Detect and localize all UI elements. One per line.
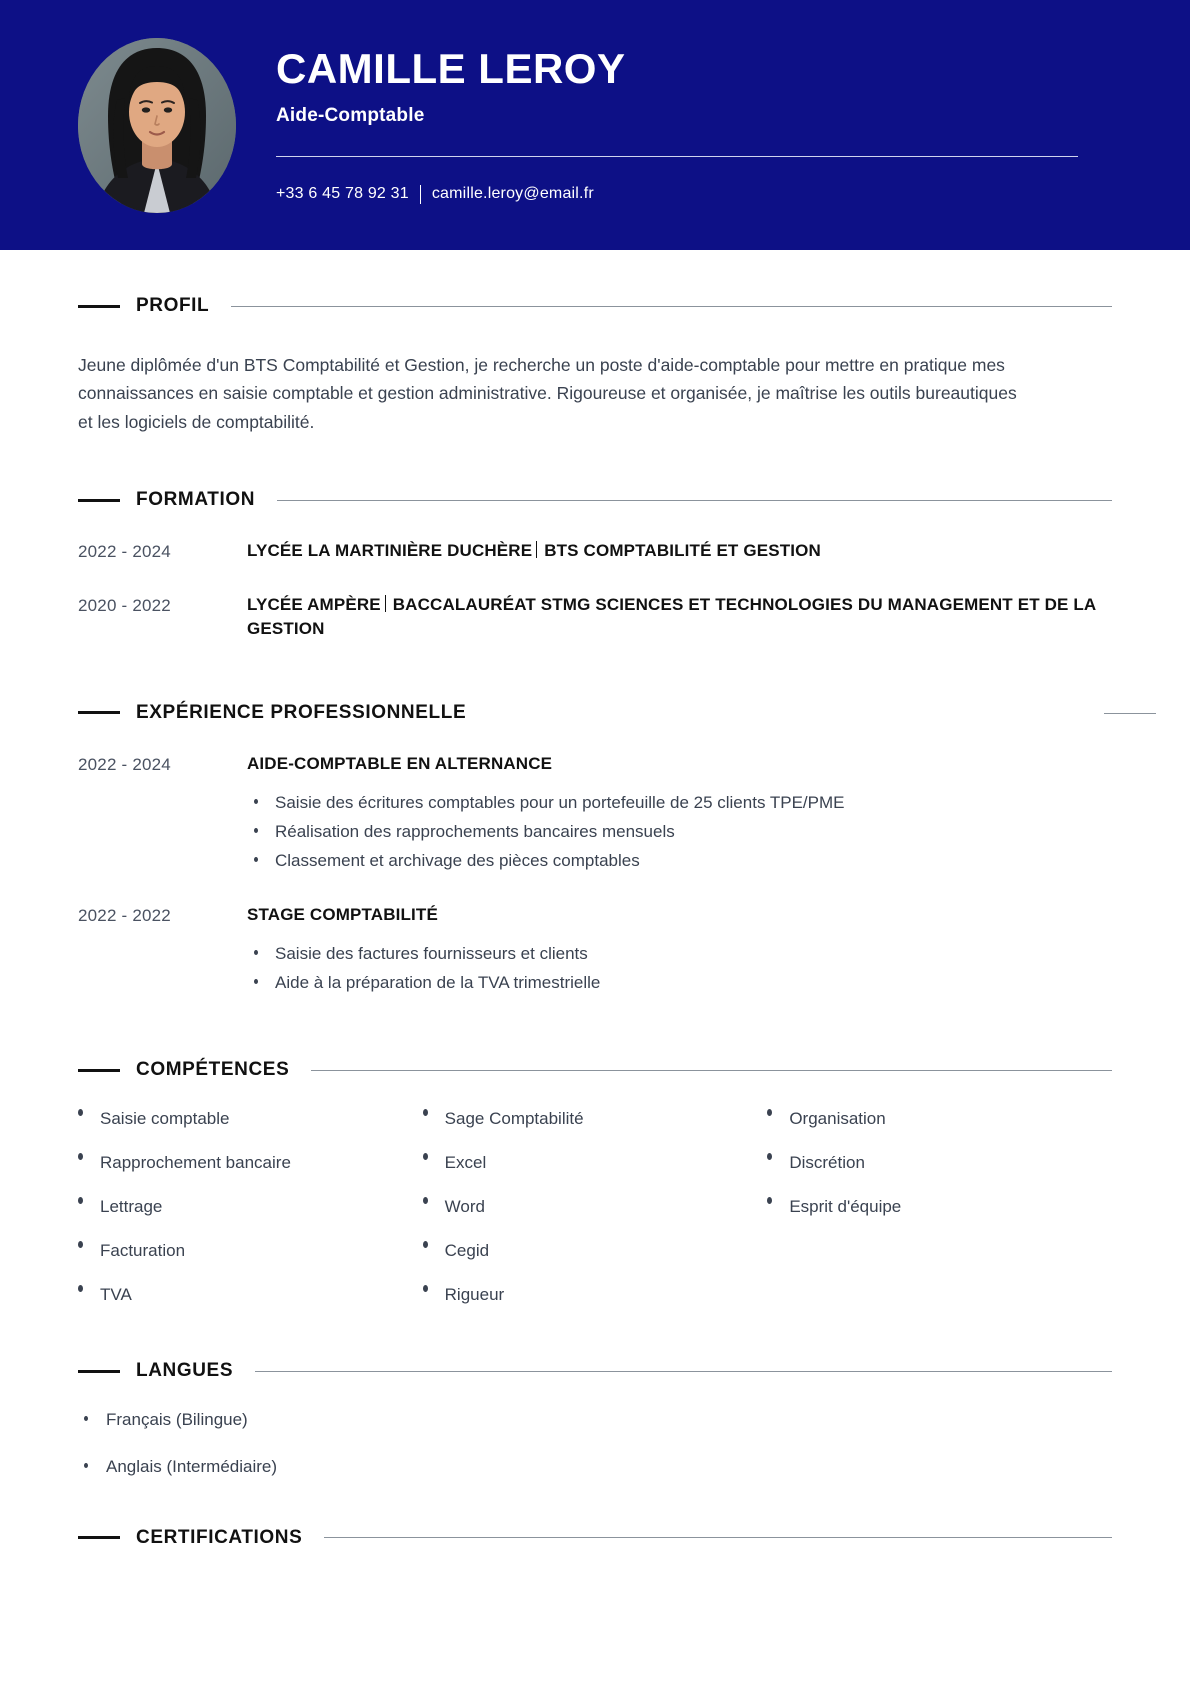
list-item: Facturation xyxy=(78,1239,423,1263)
formation-title xyxy=(247,593,1112,642)
skills-column-1 xyxy=(78,1107,423,1326)
section-certifications xyxy=(78,1527,1112,1549)
list-item: Excel xyxy=(423,1151,768,1175)
formation-entry xyxy=(78,593,1112,642)
list-item: Anglais (Intermédiaire) xyxy=(78,1455,1112,1479)
page-title: CAMILLE LEROY xyxy=(276,44,626,92)
section-dash-icon xyxy=(78,1536,120,1539)
section-dash-icon xyxy=(78,499,120,502)
list-item: Esprit d'équipe xyxy=(767,1195,1112,1219)
langues-list xyxy=(78,1408,1112,1479)
section-title-formation: FORMATION xyxy=(136,489,256,511)
section-dash-icon xyxy=(78,305,120,308)
list-item: Lettrage xyxy=(78,1195,423,1219)
title-separator xyxy=(536,541,537,558)
avatar xyxy=(78,38,236,213)
list-item: Rigueur xyxy=(423,1283,768,1307)
formation-date: 2022 - 2024 xyxy=(78,542,171,562)
list-item: Français (Bilingue) xyxy=(78,1408,1112,1432)
formation-date: 2020 - 2022 xyxy=(78,595,171,615)
section-header-competences xyxy=(78,1059,1112,1081)
skills-grid xyxy=(78,1107,1112,1326)
header-text-block xyxy=(276,44,1190,203)
list-item: Saisie des factures fournisseurs et clients xyxy=(247,939,1112,968)
profil-text: Jeune diplômée d'un BTS Comptabilité et Gestion, je recherche un poste d'aide-comptable pour mettre en pratique mes connaissances en saisie comptable et gestion administrative. Rigoureuse et organisée, je maîtrise les outils bureautiques et les logiciels de comptabilité. xyxy=(78,355,1017,432)
section-formation xyxy=(78,489,1112,642)
experience-role: AIDE-COMPTABLE EN ALTERNANCE xyxy=(247,753,553,773)
contact-line xyxy=(276,184,1078,203)
section-rule xyxy=(311,1070,1112,1071)
formation-detail xyxy=(247,593,1112,642)
list-item: Cegid xyxy=(423,1239,768,1263)
formation-entry xyxy=(78,539,1112,565)
formation-degree: BTS COMPTABILITÉ ET GESTION xyxy=(544,541,821,561)
formation-school: LYCÉE LA MARTINIÈRE DUCHÈRE xyxy=(247,541,533,561)
list-item: Réalisation des rapprochements bancaires mensuels xyxy=(247,817,1112,846)
job-title: Aide-Comptable xyxy=(276,105,425,127)
list-item: Saisie des écritures comptables pour un portefeuille de 25 clients TPE/PME xyxy=(247,788,1112,817)
experience-entry xyxy=(78,903,1112,997)
section-title-langues: LANGUES xyxy=(136,1360,234,1382)
list-item: Classement et archivage des pièces comptables xyxy=(247,846,1112,875)
experience-entry xyxy=(78,752,1112,875)
skills-column-2 xyxy=(423,1107,768,1326)
experience-detail xyxy=(247,903,1112,997)
section-dash-icon xyxy=(78,1370,120,1373)
section-langues xyxy=(78,1360,1112,1479)
section-header-profil xyxy=(78,295,1112,317)
section-title-profil: PROFIL xyxy=(136,295,210,316)
section-rule-stub xyxy=(1104,713,1156,714)
section-title-experience: EXPÉRIENCE PROFESSIONNELLE xyxy=(136,701,467,723)
list-item: Saisie comptable xyxy=(78,1107,423,1131)
section-header-formation xyxy=(78,489,1112,511)
section-rule xyxy=(277,500,1112,501)
list-item: Discrétion xyxy=(767,1151,1112,1175)
section-dash-icon xyxy=(78,1069,120,1072)
formation-school: LYCÉE AMPÈRE xyxy=(247,594,381,614)
resume-header xyxy=(0,0,1190,250)
experience-date: 2022 - 2024 xyxy=(78,754,171,774)
experience-detail xyxy=(247,752,1112,875)
section-profil xyxy=(78,295,1112,436)
section-competences xyxy=(78,1059,1112,1326)
title-separator xyxy=(385,595,386,612)
list-item: Aide à la préparation de la TVA trimestrielle xyxy=(247,968,1112,997)
list-item: TVA xyxy=(78,1283,423,1307)
list-item: Sage Comptabilité xyxy=(423,1107,768,1131)
list-item: Rapprochement bancaire xyxy=(78,1151,423,1175)
phone-number[interactable]: +33 6 45 78 92 31 xyxy=(276,184,409,202)
section-rule xyxy=(324,1537,1112,1538)
list-item: Organisation xyxy=(767,1107,1112,1131)
section-header-langues xyxy=(78,1360,1112,1382)
section-header-experience xyxy=(78,702,1112,724)
section-experience xyxy=(78,702,1112,997)
email-address[interactable]: camille.leroy@email.fr xyxy=(431,184,594,202)
section-title-certifications: CERTIFICATIONS xyxy=(136,1526,303,1548)
section-rule xyxy=(231,306,1112,307)
header-divider xyxy=(276,156,1078,157)
experience-date: 2022 - 2022 xyxy=(78,906,171,926)
formation-degree: BACCALAURÉAT STMG SCIENCES ET TECHNOLOGIES DU MANAGEMENT ET DE LA GESTION xyxy=(247,594,1096,639)
resume-body xyxy=(0,295,1190,1549)
experience-role: STAGE COMPTABILITÉ xyxy=(247,905,438,925)
contact-separator xyxy=(420,185,421,204)
experience-bullets xyxy=(247,788,1112,876)
section-header-certifications xyxy=(78,1527,1112,1549)
section-rule xyxy=(255,1371,1112,1372)
formation-detail xyxy=(247,539,1112,564)
list-item: Word xyxy=(423,1195,768,1219)
section-title-competences: COMPÉTENCES xyxy=(136,1059,290,1081)
formation-title xyxy=(247,539,1112,564)
skills-column-3 xyxy=(767,1107,1112,1326)
section-dash-icon xyxy=(78,711,120,714)
experience-bullets xyxy=(247,939,1112,997)
